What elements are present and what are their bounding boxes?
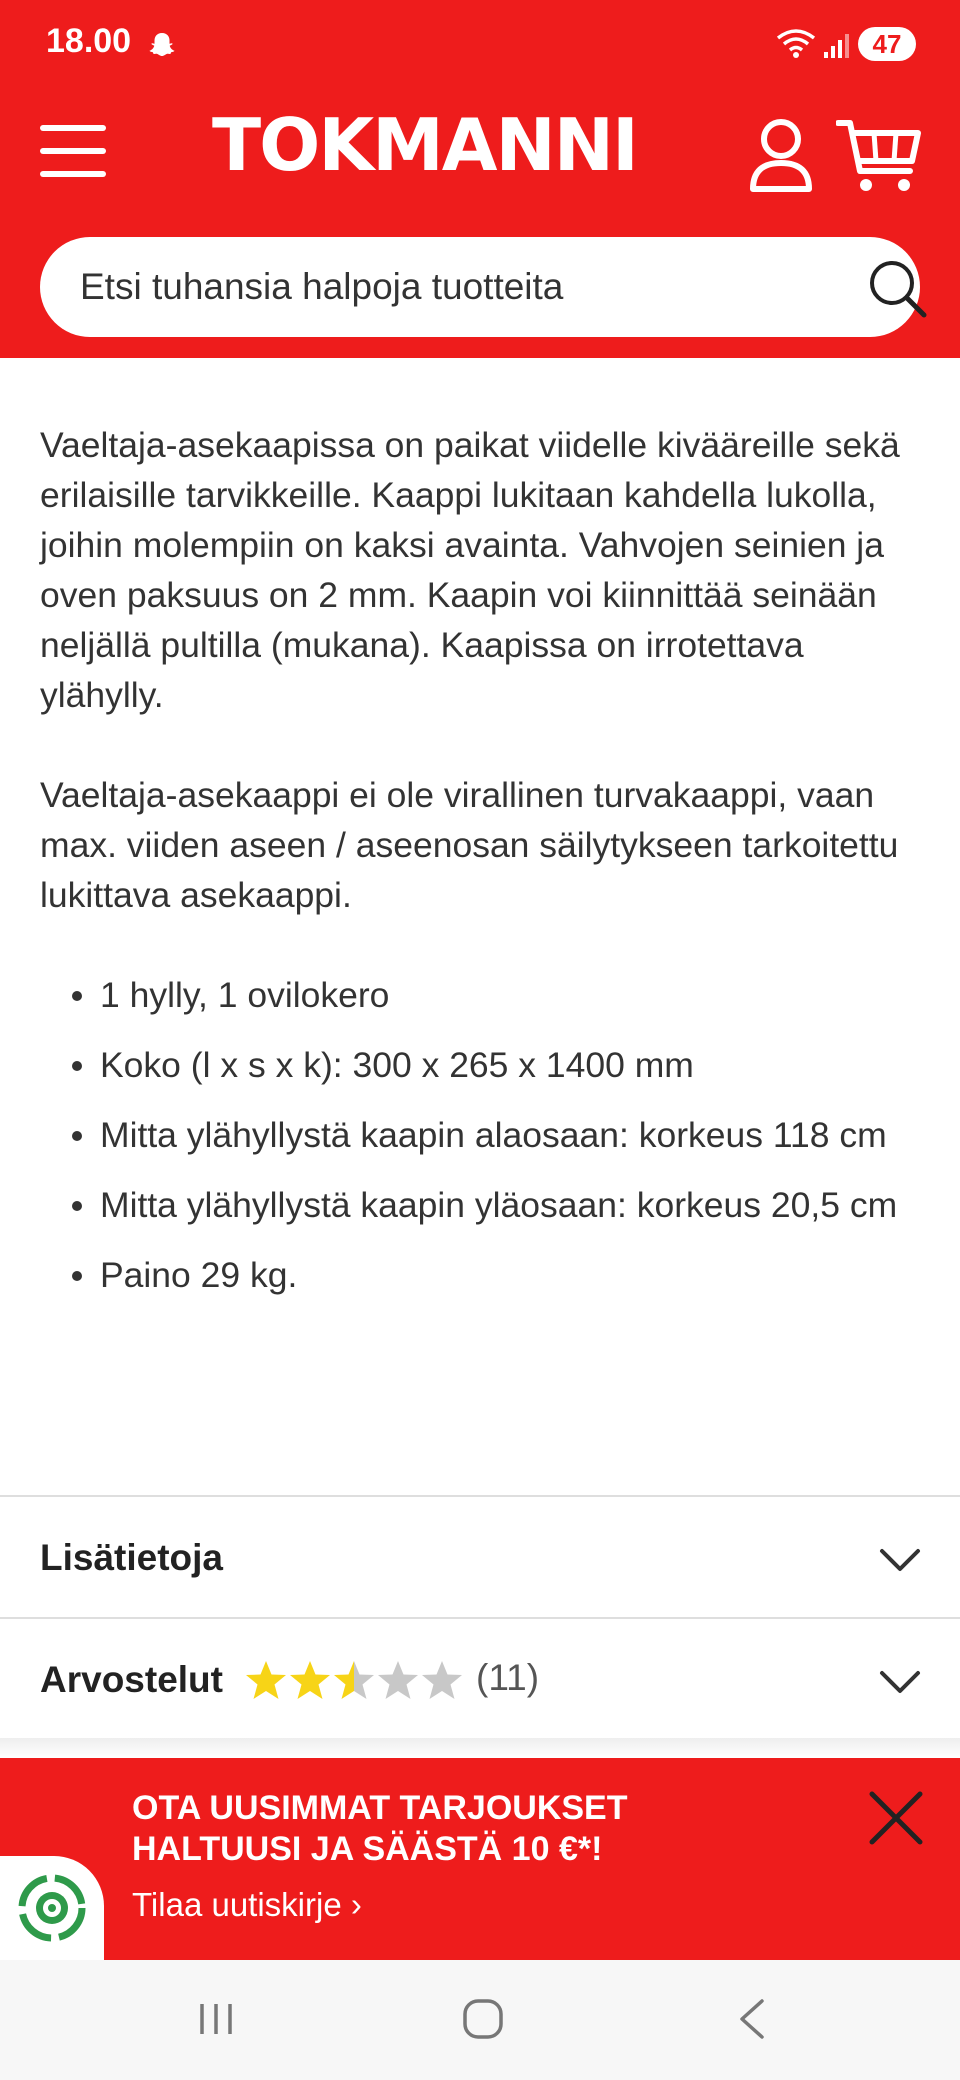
search-bar (40, 237, 920, 337)
user-account-icon[interactable] (748, 115, 814, 195)
star-rating (244, 1659, 464, 1705)
tokmanni-logo[interactable]: TOKMANNI (212, 103, 637, 187)
banner-title: OTA UUSIMMAT TARJOUKSET HALTUUSI JA SÄÄSTÄ 10 €*! (132, 1789, 628, 1868)
spec-list (40, 970, 920, 1300)
spec-item: Mitta ylähyllystä kaapin yläosaan: korkeus 20,5 cm (100, 1180, 920, 1230)
recycle-icon (14, 1870, 90, 1946)
hamburger-menu-icon[interactable] (40, 125, 106, 179)
system-navigation-bar (0, 1960, 960, 2080)
search-input[interactable] (80, 259, 820, 315)
details-title: Lisätietoja (40, 1537, 223, 1578)
battery-indicator: 47 (858, 27, 916, 61)
star-icon (244, 1659, 288, 1703)
spec-item: Paino 29 kg. (100, 1250, 920, 1300)
status-time: 18.00 (46, 22, 132, 60)
details-accordion[interactable] (0, 1495, 960, 1617)
recent-apps-icon[interactable] (196, 2000, 236, 2038)
eco-badge (0, 1856, 104, 1960)
spec-item: Koko (l x s x k): 300 x 265 x 1400 mm (100, 1040, 920, 1090)
description-paragraph: Vaeltaja-asekaapissa on paikat viidelle kivääreille sekä erilaisille tarvikkeille. Kaappi lukitaan kahdella lukolla, joihin molempiin on kaksi avainta. Vahvojen seinien ja oven paksuus on 2 mm. Kaapin voi kiinnittää seinään neljällä pultilla (mukana). Kaapissa on irrotettava ylähylly. (40, 425, 900, 715)
star-icon (288, 1659, 332, 1703)
home-icon[interactable] (462, 1998, 504, 2040)
back-icon[interactable] (736, 1998, 766, 2040)
product-description (40, 420, 920, 1320)
star-icon (376, 1659, 420, 1703)
subscribe-newsletter-link[interactable]: Tilaa uutiskirje › (132, 1886, 362, 1923)
divider (0, 1738, 960, 1758)
close-icon[interactable] (868, 1790, 924, 1846)
spec-item: 1 hylly, 1 ovilokero (100, 970, 920, 1020)
spec-item: Mitta ylähyllystä kaapin alaosaan: korkeus 118 cm (100, 1110, 920, 1160)
star-icon (332, 1659, 376, 1703)
snapchat-icon (146, 30, 178, 62)
shopping-cart-icon[interactable] (836, 115, 922, 195)
star-icon (420, 1659, 464, 1703)
newsletter-banner (0, 1758, 960, 1960)
chevron-down-icon[interactable] (878, 1667, 922, 1697)
review-count: (11) (476, 1657, 540, 1698)
site-header (0, 75, 960, 358)
description-paragraph: Vaeltaja-asekaappi ei ole virallinen turvakaappi, vaan max. viiden aseen / aseenosan säilytykseen tarkoitettu lukittava asekaappi. (40, 775, 899, 915)
wifi-icon (776, 28, 816, 60)
reviews-accordion[interactable] (0, 1617, 960, 1739)
search-icon[interactable] (866, 257, 930, 321)
signal-icon (822, 30, 852, 60)
chevron-down-icon[interactable] (878, 1545, 922, 1575)
reviews-title: Arvostelut (40, 1659, 223, 1700)
status-bar (0, 0, 960, 75)
